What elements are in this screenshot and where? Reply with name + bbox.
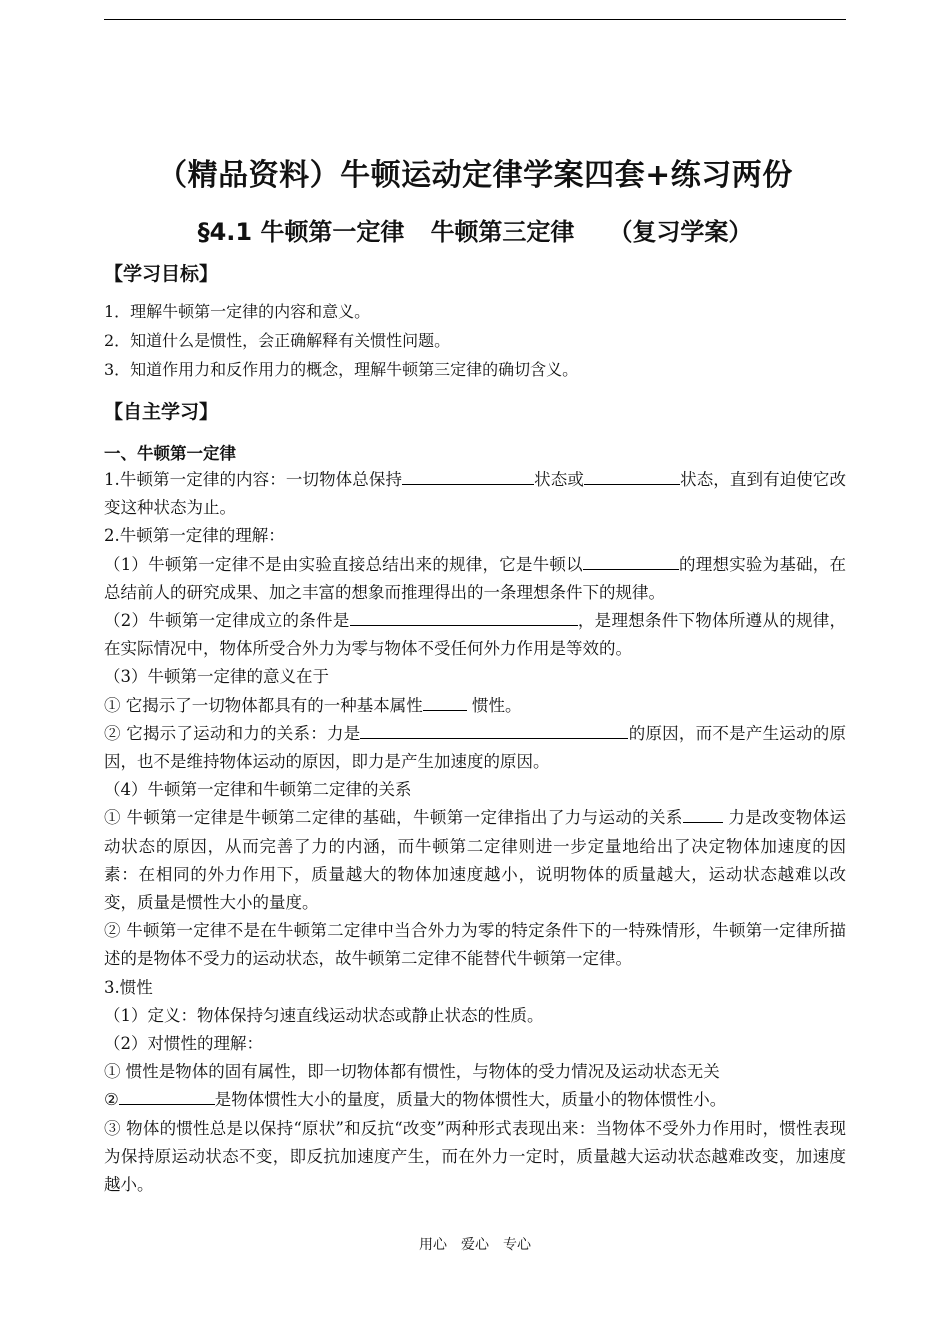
paragraph: ② 牛顿第一定律不是在牛顿第二定律中当合外力为零的特定条件下的一特殊情形，牛顿第一定律所描述的是物体不受力的运动状态，故牛顿第二定律不能替代牛顿第一定律。 (104, 921, 846, 969)
paragraph: ② 它揭示了运动和力的关系：力是 的原因，而不是产生运动的原因，也不是维持物体运动的原因，即力是产生加速度的原因。 (104, 720, 846, 776)
goal-item: 1．理解牛顿第一定律的内容和意义。 (104, 302, 371, 321)
paragraph: 2.牛顿第一定律的理解： (104, 526, 285, 546)
study-heading: 【自主学习】 (104, 401, 219, 423)
fill-blank[interactable] (584, 466, 680, 485)
paragraph: （2）对惯性的理解： (104, 1034, 263, 1054)
paragraph: （1）牛顿第一定律不是由实验直接总结出来的规律，它是牛顿以 的理想实验为基础，在总结前人的研究成果、加之丰富的想象而推理得出的一条理想条件下的规律。 (104, 551, 846, 607)
goal-item: 3．知道作用力和反作用力的概念，理解牛顿第三定律的确切含义。 (104, 360, 579, 379)
paragraph: （2）牛顿第一定律成立的条件是 ，是理想条件下物体所遵从的规律，在实际情况中，物体所受合外力为零与物体不受任何外力作用是等效的。 (104, 607, 846, 663)
study-content (104, 466, 846, 1199)
goals-heading: 【学习目标】 (104, 263, 219, 285)
goal-item: 2．知道什么是惯性，会正确解释有关惯性问题。 (104, 331, 451, 350)
fill-blank[interactable] (350, 607, 578, 626)
header-rule (104, 19, 846, 20)
paragraph: 3.惯性 (104, 977, 153, 997)
page-footer (0, 1234, 950, 1254)
paragraph: （3）牛顿第一定律的意义在于 (104, 667, 329, 687)
paragraph: ① 牛顿第一定律是牛顿第二定律的基础，牛顿第一定律指出了力与运动的关系 力是改变物体运动状态的原因，从而完善了力的内涵，而牛顿第二定律则进一步定量地给出了决定物体加速度的因素：在相同的外力作用下，质量越大的物体加速度越小，说明物体的质量越大，运动状态越难以改变，质量是惯性大小的量度。 (104, 804, 846, 917)
subtitle-part2: 牛顿第三定律 (430, 218, 575, 246)
fill-blank[interactable] (583, 551, 679, 570)
fill-blank[interactable] (119, 1086, 215, 1105)
section-heading: 一、牛顿第一定律 (104, 444, 236, 463)
subtitle-part1: §4.1 牛顿第一定律 (197, 218, 405, 246)
document-title: （精品资料）牛顿运动定律学案四套+练习两份 (157, 158, 793, 193)
document-subtitle (104, 212, 846, 247)
subtitle-part3: （复习学案） (608, 218, 753, 246)
paragraph: （4）牛顿第一定律和牛顿第二定律的关系 (104, 780, 412, 800)
paragraph: ① 它揭示了一切物体都具有的一种基本属性 惯性。 (104, 692, 846, 720)
fill-blank[interactable] (402, 466, 534, 485)
fill-blank[interactable] (423, 692, 467, 711)
paragraph: ① 惯性是物体的固有属性，即一切物体都有惯性，与物体的受力情况及运动状态无关 (104, 1062, 720, 1082)
fill-blank[interactable] (683, 804, 723, 823)
footer-text: 爱心 (461, 1237, 489, 1253)
footer-text: 专心 (503, 1237, 531, 1253)
paragraph: （1）定义：物体保持匀速直线运动状态或静止状态的性质。 (104, 1005, 544, 1025)
paragraph: 1.牛顿第一定律的内容：一切物体总保持 状态或 状态，直到有迫使它改变这种状态为止。 (104, 466, 846, 522)
footer-text: 用心 (419, 1237, 447, 1253)
fill-blank[interactable] (360, 720, 628, 739)
paragraph: ② 是物体惯性大小的量度，质量大的物体惯性大，质量小的物体惯性小。 (104, 1086, 846, 1114)
paragraph: ③ 物体的惯性总是以保持“原状”和反抗“改变”两种形式表现出来：当物体不受外力作用时，惯性表现为保持原运动状态不变，即反抗加速度产生，而在外力一定时，质量越大运动状态越难改变，加速度越小。 (104, 1118, 846, 1195)
